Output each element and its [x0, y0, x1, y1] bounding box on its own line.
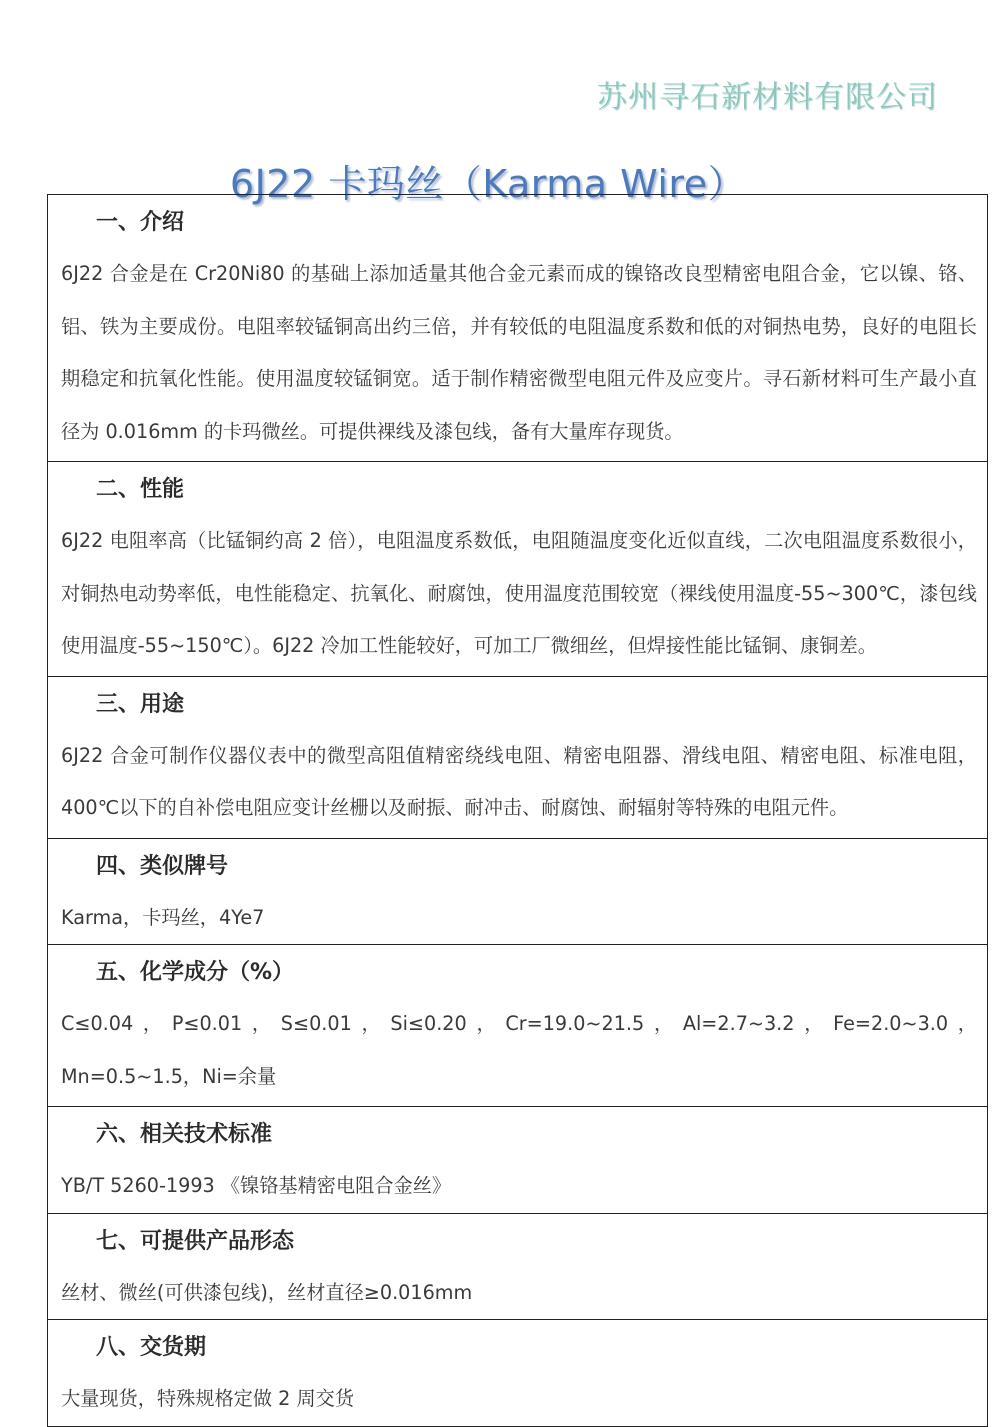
- section-body: C≤0.04，P≤0.01，S≤0.01，Si≤0.20，Cr=19.0~21.5，Al=2.7~3.2，Fe=2.0~3.0，Mn=0.5~1.5，Ni=余量: [61, 1012, 977, 1088]
- section-body: 大量现货，特殊规格定做 2 周交货: [61, 1387, 355, 1410]
- section-similar-grades: [48, 838, 987, 945]
- section-properties: [48, 461, 987, 676]
- section-technical-standards: [48, 1106, 987, 1213]
- section-product-forms: [48, 1213, 987, 1320]
- section-heading: 七、可提供产品形态: [96, 1228, 295, 1254]
- spec-table: [47, 194, 988, 1427]
- section-applications: [48, 676, 987, 838]
- section-body: YB/T 5260-1993 《镍铬基精密电阻合金丝》: [61, 1174, 452, 1197]
- section-heading: 五、化学成分（%）: [96, 960, 295, 985]
- section-heading: 六、相关技术标准: [96, 1122, 273, 1147]
- section-heading: 四、类似牌号: [96, 853, 229, 879]
- section-introduction: [48, 195, 987, 461]
- section-body: 丝材、微丝(可供漆包线)，丝材直径≥0.016mm: [61, 1280, 473, 1304]
- section-heading: 三、用途: [96, 691, 185, 717]
- section-heading: 二、性能: [96, 477, 185, 502]
- section-chemical-composition: [48, 944, 987, 1106]
- section-body: 6J22 合金可制作仪器仪表中的微型高阻值精密绕线电阻、精密电阻器、滑线电阻、精密电阻、标准电阻，400℃以下的自补偿电阻应变计丝栅以及耐振、耐冲击、耐腐蚀、耐辐射等特殊的电阻元件。: [61, 743, 977, 819]
- section-body: Karma，卡玛丝，4Ye7: [61, 905, 265, 929]
- section-body: 6J22 电阻率高（比锰铜约高 2 倍），电阻温度系数低，电阻随温度变化近似直线，二次电阻温度系数很小，对铜热电动势率低，电性能稳定、抗氧化、耐腐蚀，使用温度范围较宽（裸线使用温度-55~300℃，漆包线使用温度-55~150℃）。6J22 冷加工性能较好，可加工厂微细丝，但焊接性能比锰铜、康铜差。: [61, 529, 977, 657]
- section-delivery-time: [48, 1319, 987, 1426]
- company-name: 苏州寻石新材料有限公司: [597, 80, 938, 115]
- section-heading: 八、交货期: [96, 1335, 207, 1360]
- section-body: 6J22 合金是在 Cr20Ni80 的基础上添加适量其他合金元素而成的镍铬改良型精密电阻合金，它以镍、铬、铝、铁为主要成份。电阻率较锰铜高出约三倍，并有较低的电阻温度系数和低的对铜热电势，良好的电阻长期稳定和抗氧化性能。使用温度较锰铜宽。适于制作精密微型电阻元件及应变片。寻石新材料可生产最小直径为 0.016mm 的卡玛微丝。可提供裸线及漆包线，备有大量库存现货。: [61, 262, 977, 443]
- document-title: 6J22 卡玛丝（Karma Wire）: [229, 162, 747, 207]
- section-heading: 一、介绍: [96, 210, 185, 235]
